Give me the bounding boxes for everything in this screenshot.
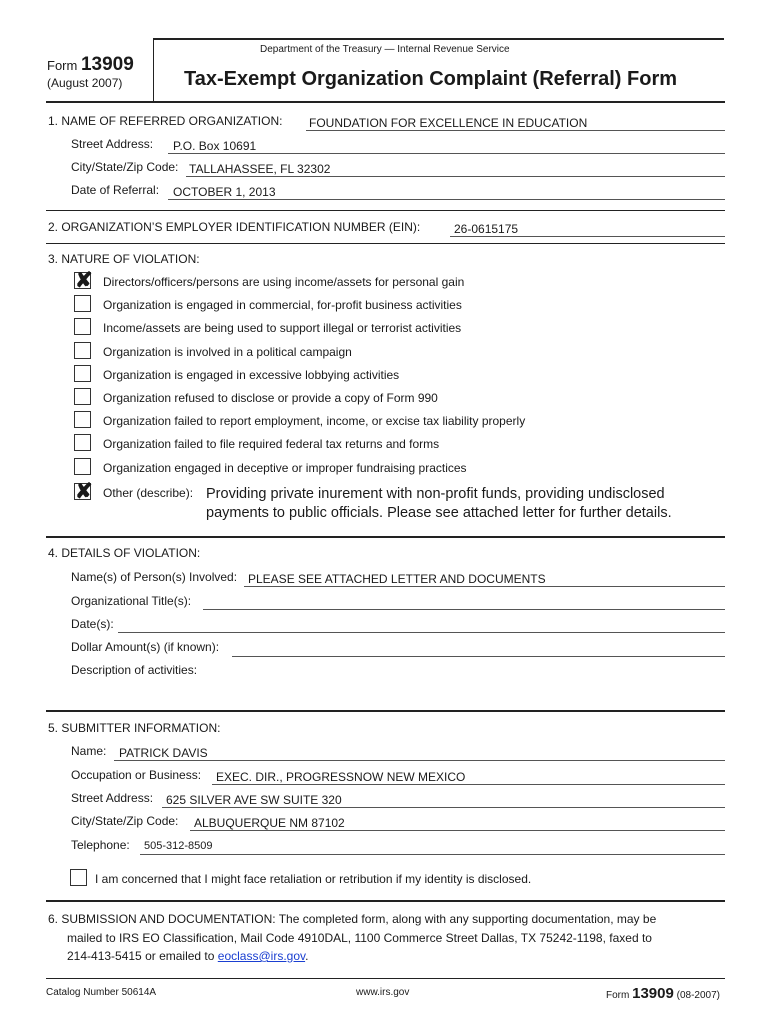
telephone-line xyxy=(140,854,725,855)
violation-checkbox[interactable] xyxy=(74,458,91,475)
section2-heading: 2. ORGANIZATION’S EMPLOYER IDENTIFICATION NUMBER (EIN): xyxy=(48,220,421,234)
email-link[interactable]: eoclass@irs.gov xyxy=(217,949,306,963)
telephone-label: Telephone: xyxy=(71,838,130,852)
violation-label: Directors/officers/persons are using income/assets for personal gain xyxy=(103,275,465,289)
dollar-amounts-line[interactable] xyxy=(232,656,725,657)
other-checkbox[interactable] xyxy=(74,480,93,503)
header-bottom-rule xyxy=(46,101,725,103)
header-top-rule xyxy=(153,38,724,40)
page-title: Tax-Exempt Organization Complaint (Referral) Form xyxy=(184,68,678,90)
retaliation-checkbox[interactable] xyxy=(70,869,87,886)
submission-text-line2: mailed to IRS EO Classification, Mail Code 4910DAL, 1100 Commerce Street Dallas, TX 75242-1198, faxed to xyxy=(67,931,652,945)
other-description-line2[interactable]: payments to public officials. Please see attached letter for further details. xyxy=(206,505,672,521)
section1-heading: 1. NAME OF REFERRED ORGANIZATION: xyxy=(48,114,283,128)
submission-period: . xyxy=(305,949,309,963)
section5-heading: 5. SUBMITTER INFORMATION: xyxy=(48,721,221,735)
form-date: (August 2007) xyxy=(47,76,123,90)
submitter-city-label: City/State/Zip Code: xyxy=(71,814,179,828)
submitter-street-line xyxy=(162,807,725,808)
footer-form-rev: (08-2007) xyxy=(676,990,720,1001)
persons-involved-value[interactable]: PLEASE SEE ATTACHED LETTER AND DOCUMENTS xyxy=(248,572,546,586)
titles-label: Organizational Title(s): xyxy=(71,594,192,608)
submission-fax-text: 214-413-5415 or emailed to xyxy=(67,949,218,963)
org-street-line xyxy=(168,153,725,154)
section-divider xyxy=(46,243,725,244)
referral-date-value[interactable]: OCTOBER 1, 2013 xyxy=(173,185,276,199)
violation-checkbox[interactable] xyxy=(74,365,91,382)
footer-rule xyxy=(46,978,725,979)
violation-label: Organization is engaged in excessive lobbying activities xyxy=(103,368,400,382)
referral-date-label: Date of Referral: xyxy=(71,183,160,197)
titles-line[interactable] xyxy=(203,609,725,610)
violation-label: Income/assets are being used to support illegal or terrorist activities xyxy=(103,321,462,335)
violation-checkbox[interactable] xyxy=(74,269,93,292)
persons-involved-line xyxy=(244,586,725,587)
footer-form-word: Form xyxy=(606,990,630,1001)
other-description-line1[interactable]: Providing private inurement with non-profit funds, providing undisclosed xyxy=(206,486,665,502)
checkmark-x-icon: ✘ xyxy=(75,480,93,503)
violation-label: Organization failed to file required federal tax returns and forms xyxy=(103,437,440,451)
occupation-value[interactable]: EXEC. DIR., PROGRESSNOW NEW MEXICO xyxy=(216,770,466,784)
telephone-value[interactable]: 505-312-8509 xyxy=(144,840,213,852)
dates-label: Date(s): xyxy=(71,617,114,631)
org-name-value[interactable]: FOUNDATION FOR EXCELLENCE IN EDUCATION xyxy=(309,116,588,130)
catalog-number: Catalog Number 50614A xyxy=(46,987,157,998)
section-divider xyxy=(46,710,725,712)
section-divider xyxy=(46,536,725,538)
ein-value[interactable]: 26-0615175 xyxy=(454,222,519,236)
org-street-label: Street Address: xyxy=(71,137,154,151)
website: www.irs.gov xyxy=(356,987,410,998)
checkmark-x-icon: ✘ xyxy=(75,269,93,292)
other-label: Other (describe): xyxy=(103,486,194,500)
form-number: 13909 xyxy=(80,54,134,75)
violation-label: Organization is involved in a political campaign xyxy=(103,345,352,359)
dates-line[interactable] xyxy=(118,632,725,633)
section3-heading: 3. NATURE OF VIOLATION: xyxy=(48,252,200,266)
form-word: Form xyxy=(47,58,78,73)
dollar-amounts-label: Dollar Amount(s) (if known): xyxy=(71,640,220,654)
violation-checkbox[interactable] xyxy=(74,411,91,428)
violation-label: Organization failed to report employment, income, or excise tax liability properly xyxy=(103,414,526,428)
referral-date-line xyxy=(168,199,725,200)
section-divider xyxy=(46,210,725,211)
footer-form-id xyxy=(606,985,720,1002)
ein-line xyxy=(450,236,725,237)
violation-label: Organization engaged in deceptive or improper fundraising practices xyxy=(103,461,467,475)
violation-checkbox[interactable] xyxy=(74,388,91,405)
header-divider xyxy=(153,40,154,102)
submitter-city-value[interactable]: ALBUQUERQUE NM 87102 xyxy=(194,816,345,830)
violation-checkbox[interactable] xyxy=(74,295,91,312)
section-divider xyxy=(46,900,725,902)
violation-checkbox[interactable] xyxy=(74,342,91,359)
violation-label: Organization is engaged in commercial, for-profit business activities xyxy=(103,298,462,312)
section4-heading: 4. DETAILS OF VIOLATION: xyxy=(48,546,201,560)
description-label: Description of activities: xyxy=(71,663,198,677)
agency-line: Department of the Treasury — Internal Revenue Service xyxy=(260,44,510,55)
org-street-value[interactable]: P.O. Box 10691 xyxy=(173,139,257,153)
violation-checkbox[interactable] xyxy=(74,318,91,335)
submitter-name-label: Name: xyxy=(71,744,107,758)
org-name-line xyxy=(306,130,725,131)
occupation-label: Occupation or Business: xyxy=(71,768,202,782)
submitter-name-line xyxy=(114,760,725,761)
submission-text-line3 xyxy=(67,949,308,963)
submitter-street-value[interactable]: 625 SILVER AVE SW SUITE 320 xyxy=(166,793,342,807)
submitter-street-label: Street Address: xyxy=(71,791,154,805)
violation-checkbox[interactable] xyxy=(74,434,91,451)
submitter-city-line xyxy=(190,830,725,831)
violation-label: Organization refused to disclose or provide a copy of Form 990 xyxy=(103,391,438,405)
form-label xyxy=(47,54,134,76)
retaliation-label: I am concerned that I might face retaliation or retribution if my identity is disclosed. xyxy=(95,872,532,886)
org-city-label: City/State/Zip Code: xyxy=(71,160,179,174)
org-city-value[interactable]: TALLAHASSEE, FL 32302 xyxy=(189,162,331,176)
persons-involved-label: Name(s) of Person(s) Involved: xyxy=(71,570,238,584)
submitter-name-value[interactable]: PATRICK DAVIS xyxy=(119,746,208,760)
submission-text-line1: 6. SUBMISSION AND DOCUMENTATION: The completed form, along with any supporting documentation, may be xyxy=(48,912,657,926)
footer-form-number: 13909 xyxy=(632,985,674,1002)
org-city-line xyxy=(186,176,725,177)
occupation-line xyxy=(212,784,725,785)
